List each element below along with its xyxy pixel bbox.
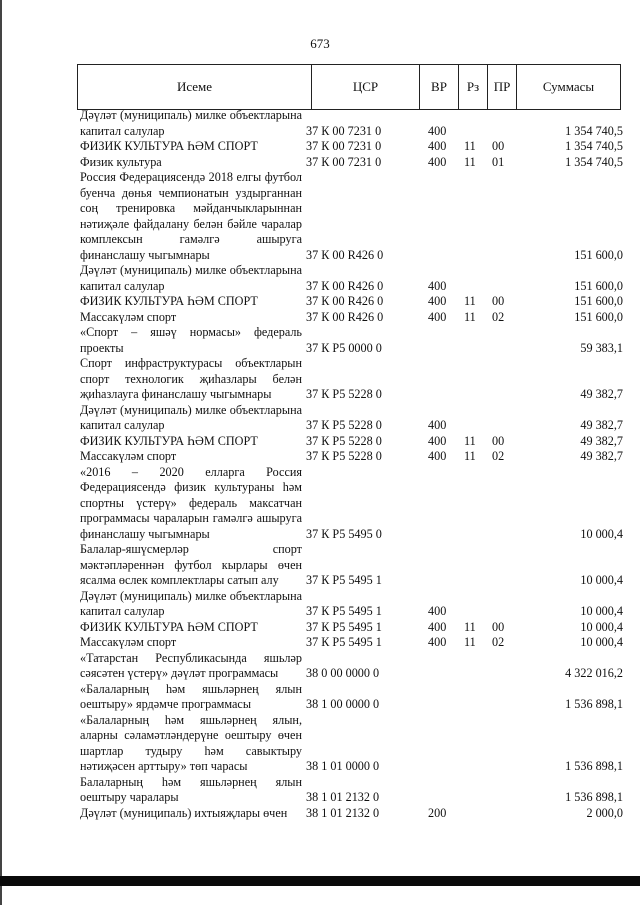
row-csr: 37 К Р5 5495 1 (306, 604, 382, 618)
row-rz: 11 (464, 433, 476, 448)
row-rz: 11 (464, 635, 476, 649)
row-rz: 11 (464, 294, 476, 308)
row-vr: 200 (428, 805, 447, 820)
row-pr: 00 (492, 139, 505, 153)
row-name: Дәүләт (муниципаль) ихтыяҗлары өчен (80, 805, 288, 820)
row-sum: 1 536 898,1 (565, 790, 623, 804)
table-row (80, 403, 623, 434)
header-vr: ВР (419, 65, 458, 109)
row-vr: 400 (428, 433, 447, 448)
header-rz: Рз (458, 65, 487, 109)
table-row (80, 325, 623, 356)
row-csr: 37 К 00 R426 0 (306, 309, 384, 324)
row-name: ФИЗИК КУЛЬТУРА ҺӘМ СПОРТ (80, 433, 258, 448)
row-sum: 10 000,4 (580, 635, 623, 649)
table-row (80, 465, 623, 543)
row-vr: 400 (428, 635, 447, 649)
row-pr: 02 (492, 449, 505, 463)
table-row (80, 449, 623, 465)
row-sum: 151 600,0 (574, 278, 623, 293)
row-rz: 11 (464, 139, 476, 153)
row-pr: 01 (492, 154, 505, 169)
row-vr: 400 (428, 619, 447, 634)
table-row (80, 775, 623, 806)
table-row (80, 310, 623, 326)
row-pr: 02 (492, 635, 505, 649)
row-csr: 37 К 00 R426 0 (306, 247, 384, 262)
row-name: Физик культура (80, 154, 162, 169)
row-csr: 37 К 00 7231 0 (306, 154, 382, 169)
row-sum: 1 354 740,5 (565, 154, 623, 169)
row-name: Дәүләт (муниципаль) милке объектларына капитал салулар (80, 588, 302, 618)
row-sum: 10 000,4 (580, 526, 623, 541)
row-rz: 11 (464, 154, 476, 169)
row-sum: 59 383,1 (580, 340, 623, 355)
row-sum: 151 600,0 (574, 294, 623, 308)
row-pr: 00 (492, 619, 505, 634)
table-row (80, 294, 623, 310)
row-name: Дәүләт (муниципаль) милке объектларына капитал салулар (80, 108, 302, 138)
row-csr: 38 1 01 2132 0 (306, 805, 380, 820)
row-csr: 38 1 01 2132 0 (306, 790, 380, 804)
table-row (80, 356, 623, 403)
row-csr: 38 0 00 0000 0 (306, 666, 380, 680)
table-row (80, 620, 623, 636)
table-row (80, 806, 623, 822)
table-row (80, 589, 623, 620)
row-sum: 49 382,7 (580, 418, 623, 432)
table-row (80, 434, 623, 450)
row-sum: 1 354 740,5 (565, 139, 623, 153)
table-row (80, 635, 623, 651)
row-name: Россия Федерациясендә 2018 елгы футбол буенча дөнья чемпионатын уздырганнан соң тренировка мәйданчыкларыннан нәтиҗәле файдалану белән бәйле чаралар комплексын гамәлгә ашыруга финанслашу чыгымнары (80, 170, 302, 262)
table-row (80, 263, 623, 294)
row-csr: 37 К Р5 5228 0 (306, 449, 382, 463)
row-sum: 151 600,0 (574, 247, 623, 262)
row-name: «Спорт – яшәү нормасы» федераль проекты (80, 325, 302, 355)
row-name: Массакүләм спорт (80, 309, 177, 324)
table-row (80, 155, 623, 171)
row-csr: 37 К Р5 5495 1 (306, 635, 382, 649)
row-sum: 151 600,0 (574, 309, 623, 324)
row-name: Дәүләт (муниципаль) милке объектларына капитал салулар (80, 402, 302, 432)
row-csr: 37 К Р5 5228 0 (306, 418, 382, 432)
row-vr: 400 (428, 154, 447, 169)
row-csr: 38 1 00 0000 0 (306, 697, 380, 711)
row-rz: 11 (464, 449, 476, 463)
row-sum: 4 322 016,2 (565, 666, 623, 680)
row-rz: 11 (464, 619, 476, 634)
table-row (80, 170, 623, 263)
table-row (80, 651, 623, 682)
row-csr: 37 К 00 R426 0 (306, 294, 384, 308)
table-row (80, 139, 623, 155)
row-csr: 37 К Р5 0000 0 (306, 340, 382, 355)
row-vr: 400 (428, 278, 447, 293)
row-pr: 00 (492, 294, 505, 308)
row-vr: 400 (428, 139, 447, 153)
row-csr: 37 К 00 7231 0 (306, 139, 382, 153)
row-csr: 37 К Р5 5495 0 (306, 526, 382, 541)
row-vr: 400 (428, 294, 447, 308)
row-csr: 38 1 01 0000 0 (306, 759, 380, 773)
row-name: «2016 – 2020 елларга Россия Федерациясендә физик культураны һәм спортны үстерү» федераль максатчан программасы чараларын гамәлгә ашыруга финанслашу чыгымнары (80, 464, 302, 541)
header-name: Исеме (77, 65, 311, 109)
page-number: 673 (310, 36, 330, 51)
row-name: Спорт инфраструктурасы объектларын спорт технологик җиһазлары белән җиһазлауга финанслашу чыгымнары (80, 356, 302, 401)
row-vr: 400 (428, 123, 447, 138)
row-name: Балаларның һәм яшьләрнең ялын оештыру чаралары (80, 774, 302, 804)
row-sum: 1 536 898,1 (565, 759, 623, 773)
table-row (80, 682, 623, 713)
table-body (80, 108, 623, 821)
row-csr: 37 К 00 7231 0 (306, 123, 382, 138)
header-csr: ЦСР (311, 65, 419, 109)
row-sum: 10 000,4 (580, 573, 623, 587)
row-name: Дәүләт (муниципаль) милке объектларына капитал салулар (80, 263, 302, 293)
row-name: ФИЗИК КУЛЬТУРА ҺӘМ СПОРТ (80, 619, 258, 634)
row-sum: 49 382,7 (580, 449, 623, 463)
row-csr: 37 К Р5 5228 0 (306, 387, 382, 401)
table-row (80, 713, 623, 775)
row-sum: 1 354 740,5 (565, 123, 623, 138)
row-vr: 400 (428, 604, 447, 618)
row-pr: 00 (492, 433, 505, 448)
row-sum: 10 000,4 (580, 619, 623, 634)
row-vr: 400 (428, 418, 447, 432)
row-sum: 49 382,7 (580, 433, 623, 448)
row-csr: 37 К Р5 5495 1 (306, 573, 382, 587)
row-name: «Татарстан Республикасында яшьләр сәясәтен үстерү» дәүләт программасы (80, 650, 302, 680)
row-csr: 37 К Р5 5495 1 (306, 619, 382, 634)
row-sum: 49 382,7 (580, 387, 623, 401)
row-name: ФИЗИК КУЛЬТУРА ҺӘМ СПОРТ (80, 294, 258, 308)
row-rz: 11 (464, 309, 476, 324)
row-vr: 400 (428, 449, 447, 463)
row-name: Массакүләм спорт (80, 449, 177, 463)
row-name: ФИЗИК КУЛЬТУРА ҺӘМ СПОРТ (80, 139, 258, 153)
header-pr: ПР (487, 65, 516, 109)
row-csr: 37 К Р5 5228 0 (306, 433, 382, 448)
table-header (77, 64, 621, 110)
row-sum: 1 536 898,1 (565, 697, 623, 711)
table-row (80, 542, 623, 589)
scan-bottom-bar (0, 876, 640, 886)
row-sum: 10 000,4 (580, 604, 623, 618)
row-name: Массакүләм спорт (80, 635, 177, 649)
header-sum: Суммасы (516, 65, 621, 109)
row-name: Балалар-яшүсмерләр спорт мәктәпләреннән футбол кырлары өчен ясалма өслек комплектлары сатып алу (80, 542, 302, 587)
row-pr: 02 (492, 309, 505, 324)
table-row (80, 108, 623, 139)
row-vr: 400 (428, 309, 447, 324)
row-csr: 37 К 00 R426 0 (306, 278, 384, 293)
scan-left-edge (0, 0, 2, 905)
row-name: «Балаларның һәм яшьләрнең ялын оештыру» ярдәмче программасы (80, 681, 302, 711)
row-name: «Балаларның һәм яшьләрнең ялын, аларны сәламәтләндерүне оештыру өчен шартлар тудыру һәм савыктыру нәтиҗәсен арттыру» төп чарасы (80, 712, 302, 773)
row-sum: 2 000,0 (586, 805, 623, 820)
